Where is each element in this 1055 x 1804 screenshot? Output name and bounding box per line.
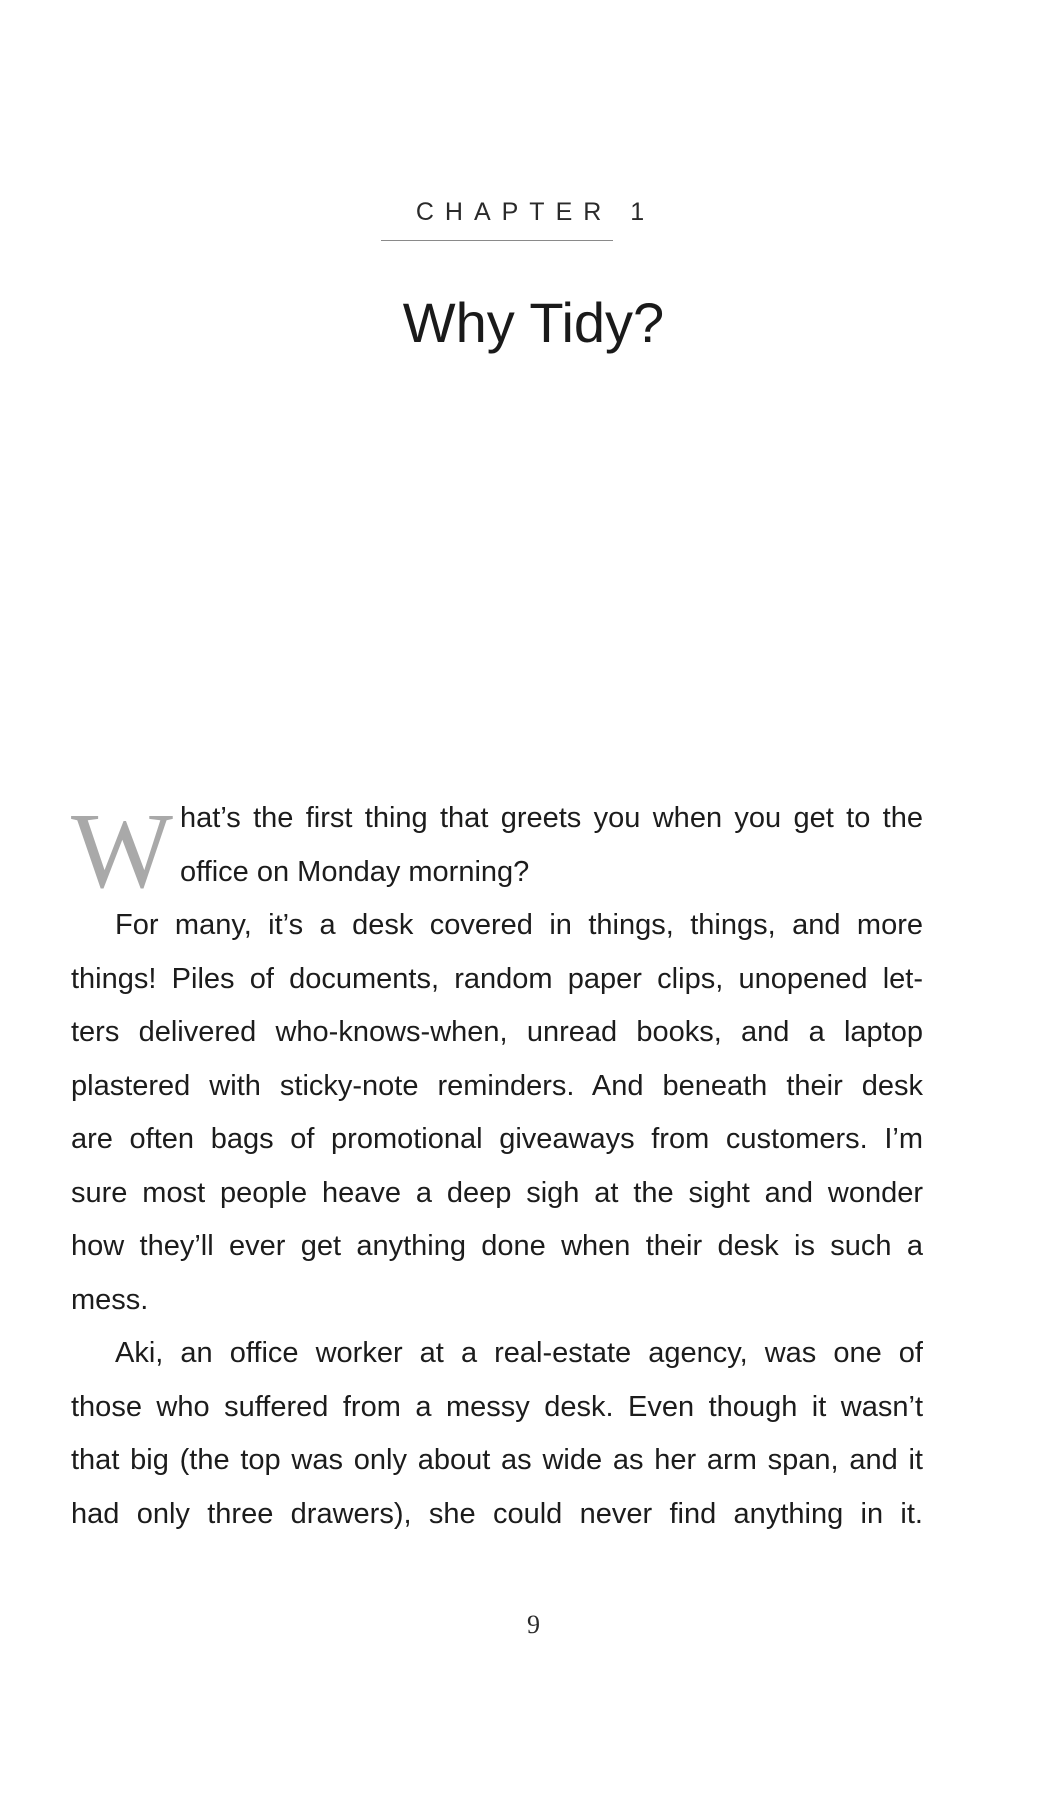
text-line: how they’ll ever get anything done when their desk is such a (71, 1230, 923, 1262)
text-line: that big (the top was only about as wide as her arm span, and it (71, 1444, 923, 1476)
text-line: mess. (71, 1283, 149, 1316)
body-text (71, 792, 923, 1541)
text-line: office on Monday morning? (180, 855, 530, 888)
text-line: had only three drawers), she could never find anything in it. (71, 1497, 923, 1530)
chapter-title: Why Tidy? (402, 291, 665, 354)
text-line: plastered with sticky-note reminders. And beneath their desk (71, 1069, 923, 1102)
page-number: 9 (527, 1610, 540, 1639)
drop-cap: W (71, 792, 173, 911)
text-line: ters delivered who-knows-when, unread books, and a laptop (71, 1016, 923, 1048)
text-line: For many, it’s a desk covered in things, things, and more (115, 909, 923, 941)
chapter-rule (381, 240, 613, 241)
text-line: things! Piles of documents, random paper clips, unopened let- (71, 962, 923, 995)
text-line: are often bags of promotional giveaways from customers. I’m (71, 1123, 923, 1155)
text-line: those who suffered from a messy desk. Even though it wasn’t (71, 1390, 923, 1423)
chapter-label: CHAPTER 1 (415, 198, 656, 226)
text-line: Aki, an office worker at a real-estate agency, was one of (115, 1337, 923, 1369)
text-line: hat’s the first thing that greets you when you get to the (180, 802, 923, 834)
text-line: sure most people heave a deep sigh at the sight and wonder (71, 1176, 923, 1209)
